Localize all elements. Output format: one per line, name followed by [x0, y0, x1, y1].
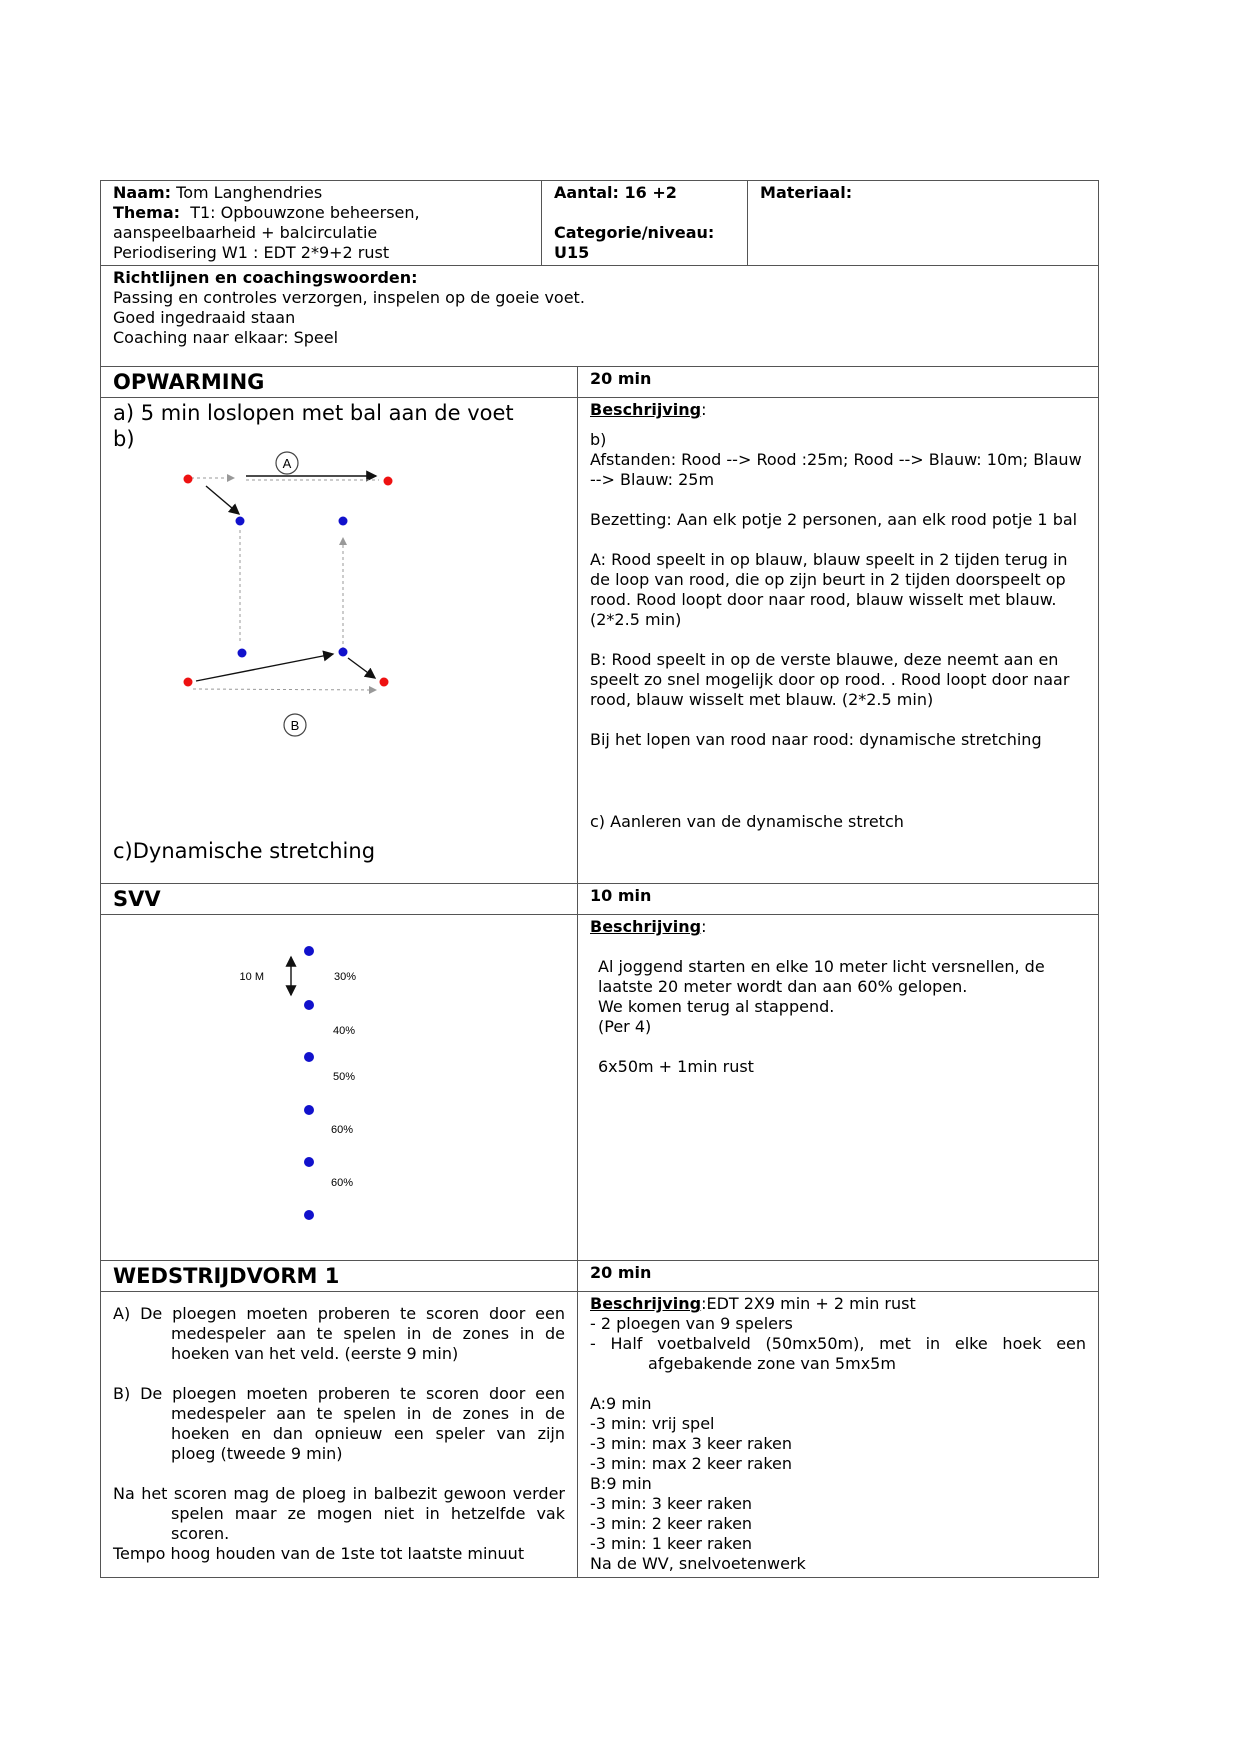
blue-cone — [238, 649, 247, 658]
pct-label-50: 50% — [332, 1071, 356, 1083]
opwarming-a-text: a) 5 min loslopen met bal aan de voet — [113, 401, 514, 425]
richtlijnen-title: Richtlijnen en coachingswoorden: — [113, 268, 418, 287]
opwarming-left-cell — [101, 398, 578, 884]
blue-cone — [304, 1105, 314, 1115]
categorie-label: Categorie/niveau: — [554, 223, 715, 242]
richtlijnen-line-3: Coaching naar elkaar: Speel — [113, 328, 339, 347]
wv-schedule-9: Na de WV, snelvoetenwerk — [590, 1554, 806, 1573]
wv-schedule-1: A:9 min — [590, 1394, 652, 1413]
wv-schedule-3: -3 min: max 3 keer raken — [590, 1434, 793, 1453]
red-cone — [184, 678, 193, 687]
wv-schedule-2: -3 min: vrij spel — [590, 1414, 715, 1433]
naam-label: Naam: — [113, 183, 172, 202]
svv-line-1: Al joggend starten en elke 10 meter licht versnellen, de laatste 20 meter wordt dan aan 60% gelopen. — [598, 957, 1045, 996]
training-sheet — [100, 180, 1098, 1578]
blue-cone — [339, 648, 348, 657]
wv-duration: 20 min — [578, 1261, 1099, 1292]
opwarming-a-desc: A: Rood speelt in op blauw, blauw speelt in 2 tijden terug in de loop van rood, die op zijn beurt in 2 tijden doorspeelt op rood. Rood loopt door naar rood, blauw wisselt met blauw. (2*2.5 min) — [590, 550, 1068, 629]
pct-label-60: 60% — [330, 1177, 354, 1189]
svv-line-3: (Per 4) — [598, 1017, 652, 1036]
wv-schedule-6: -3 min: 3 keer raken — [590, 1494, 753, 1513]
wv-schedule-4: -3 min: max 2 keer raken — [590, 1454, 793, 1473]
sprint-diagram — [141, 945, 357, 1245]
wv-schedule-5: B:9 min — [590, 1474, 652, 1493]
distance-label: 10 M — [239, 971, 264, 983]
opwarming-right-b: b) — [590, 430, 607, 449]
svv-title: SVV — [101, 884, 578, 915]
opwarming-duration: 20 min — [578, 367, 1099, 398]
training-table — [100, 180, 1099, 1578]
opwarming-stretch-desc: Bij het lopen van rood naar rood: dynamische stretching — [590, 730, 1042, 749]
blue-cone — [304, 1000, 314, 1010]
besch-colon: : — [701, 400, 707, 419]
diagram-label-a: A — [282, 456, 292, 471]
svv-right-cell — [578, 915, 1099, 1261]
opwarming-bezetting: Bezetting: Aan elk potje 2 personen, aan elk rood potje 1 bal — [590, 510, 1078, 529]
wv-content-row — [101, 1292, 1099, 1578]
opwarming-c-text: c)Dynamische stretching — [113, 839, 376, 863]
opwarming-title: OPWARMING — [101, 367, 578, 398]
besch-colon: : — [701, 917, 707, 936]
wv-left-cell — [101, 1292, 578, 1578]
wv-b-text: B) De ploegen moeten proberen te scoren door een medespeler aan te spelen in de zones in de hoeken en dan opnieuw een speler van zijn ploeg (tweede 9 min) — [113, 1384, 565, 1463]
materiaal-label: Materiaal: — [760, 183, 853, 202]
pct-label-60: 60% — [330, 1124, 354, 1136]
opwarming-right-cell — [578, 398, 1099, 884]
svv-line-2: We komen terug al stappend. — [598, 997, 835, 1016]
opwarming-afstanden: Afstanden: Rood --> Rood :25m; Rood --> Blauw: 10m; Blauw --> Blauw: 25m — [590, 450, 1082, 489]
svv-left-cell — [101, 915, 578, 1261]
blue-cone — [304, 946, 314, 956]
wv-title: WEDSTRIJDVORM 1 — [101, 1261, 578, 1292]
opwarming-b-text: b) — [113, 427, 135, 451]
wv-na-text: Na het scoren mag de ploeg in balbezit gewoon verder spelen maar ze mogen niet in hetzelfde vak scoren. — [113, 1484, 565, 1543]
opwarming-c-desc: c) Aanleren van de dynamische stretch — [590, 812, 904, 831]
svv-duration: 10 min — [578, 884, 1099, 915]
thema-line-3: Periodisering W1 : EDT 2*9+2 rust — [113, 243, 390, 262]
thema-line-1: T1: Opbouwzone beheersen, — [190, 203, 420, 222]
wv-header-row — [101, 1261, 1099, 1292]
richtlijnen-cell — [101, 266, 1099, 367]
wv-tempo-text: Tempo hoog houden van de 1ste tot laatste minuut — [113, 1544, 525, 1563]
blue-cone — [304, 1210, 314, 1220]
wv-right-cell — [578, 1292, 1099, 1578]
aantal-cell — [542, 181, 748, 266]
red-cone — [384, 477, 393, 486]
wv-bullet-2: - Half voetbalveld (50mx50m), met in elke hoek een afgebakende zone van 5mx5m — [590, 1334, 1087, 1373]
wv-schedule-8: -3 min: 1 keer raken — [590, 1534, 753, 1553]
blue-cone — [304, 1157, 314, 1167]
passing-diagram — [161, 450, 421, 770]
opwarming-header-row — [101, 367, 1099, 398]
besch-label-opwarming: Beschrijving — [590, 400, 702, 419]
red-cone — [184, 475, 193, 484]
blue-cone — [339, 517, 348, 526]
wv-a-text: A) De ploegen moeten proberen te scoren door een medespeler aan te spelen in de zones in de hoeken van het veld. (eerste 9 min) — [113, 1304, 565, 1363]
naam-value: Tom Langhendries — [176, 183, 323, 202]
besch-label-wv: Beschrijving — [590, 1294, 702, 1313]
svv-header-row — [101, 884, 1099, 915]
wv-besch-rest: :EDT 2X9 min + 2 min rust — [701, 1294, 916, 1313]
richtlijnen-row — [101, 266, 1099, 367]
thema-line-2: aanspeelbaarheid + balcirculatie — [113, 223, 378, 242]
aantal-value: 16 +2 — [624, 183, 677, 202]
wv-bullet-1: - 2 ploegen van 9 spelers — [590, 1314, 793, 1333]
svv-content-row — [101, 915, 1099, 1261]
richtlijnen-line-2: Goed ingedraaid staan — [113, 308, 296, 327]
besch-label-svv: Beschrijving — [590, 917, 702, 936]
opwarming-content-row — [101, 398, 1099, 884]
svv-reps: 6x50m + 1min rust — [598, 1057, 754, 1076]
pct-label-30: 30% — [333, 971, 357, 983]
blue-cone — [304, 1052, 314, 1062]
header-row — [101, 181, 1099, 266]
naam-thema-cell — [101, 181, 542, 266]
aantal-label: Aantal: — [554, 183, 619, 202]
materiaal-cell — [748, 181, 1099, 266]
categorie-value: U15 — [554, 243, 590, 262]
pct-label-40: 40% — [332, 1025, 356, 1037]
richtlijnen-line-1: Passing en controles verzorgen, inspelen op de goeie voet. — [113, 288, 585, 307]
wv-schedule-7: -3 min: 2 keer raken — [590, 1514, 753, 1533]
blue-cone — [236, 517, 245, 526]
red-cone — [380, 678, 389, 687]
opwarming-b-desc: B: Rood speelt in op de verste blauwe, deze neemt aan en speelt zo snel mogelijk door op rood. . Rood loopt door naar rood, blauw wisselt met blauw. (2*2.5 min) — [590, 650, 1070, 709]
diagram-label-b: B — [290, 718, 300, 733]
thema-label: Thema: — [113, 203, 181, 222]
